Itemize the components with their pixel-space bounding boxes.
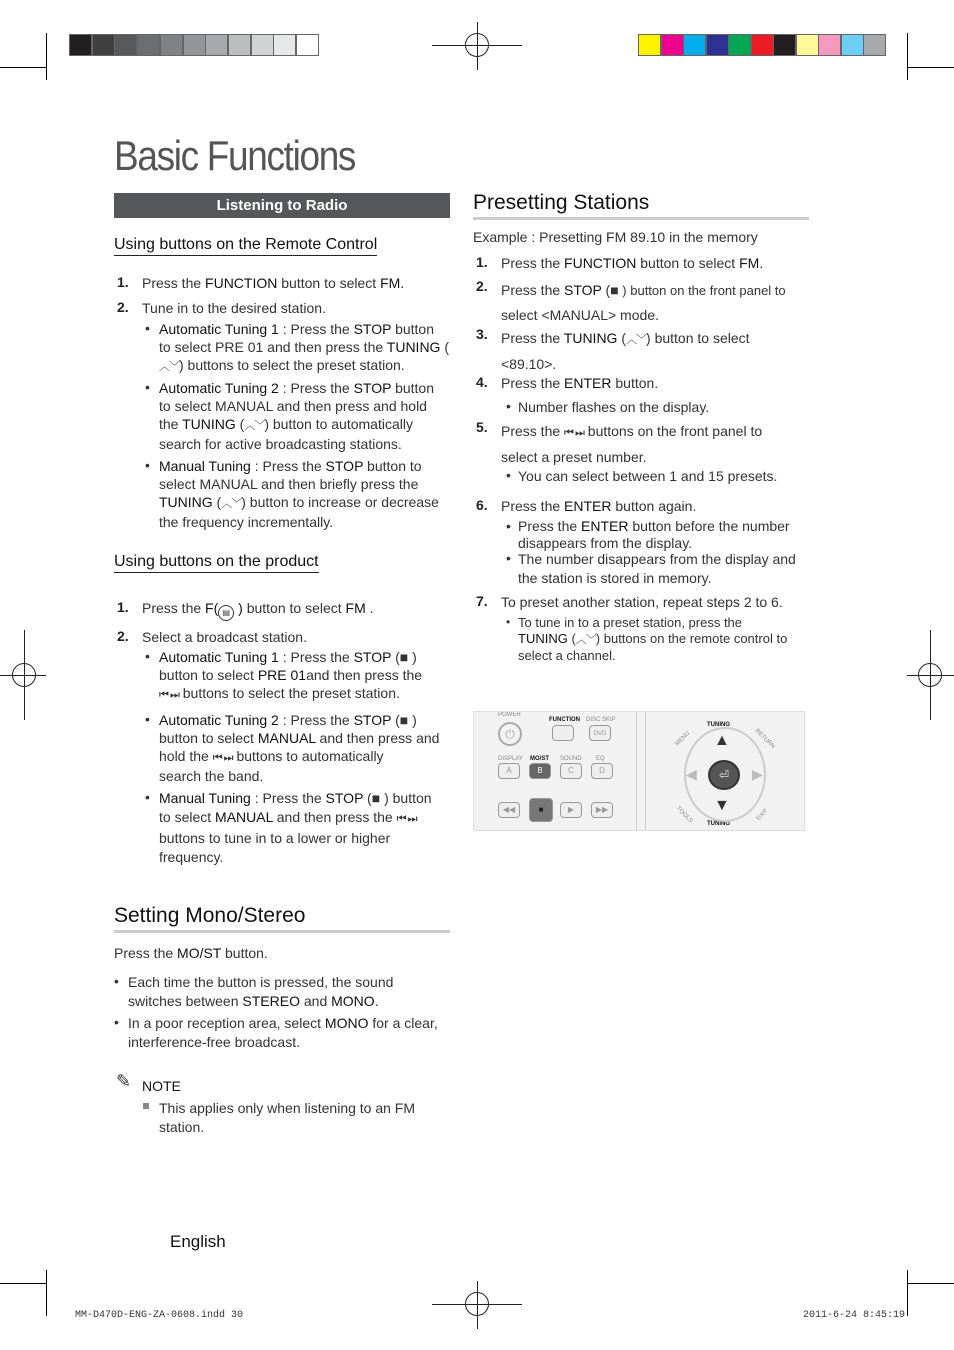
note-label: NOTE (142, 1078, 181, 1094)
bullet-dot: • (145, 457, 150, 473)
bullet-dot: • (145, 379, 150, 395)
function-button-icon: ▤ (218, 605, 234, 621)
color-swatch (863, 34, 886, 56)
down-arrow-icon: ▼ (714, 797, 730, 814)
gray-swatch (228, 34, 251, 56)
slug-file: MM-D470D-ENG-ZA-0608.indd 30 (75, 1310, 244, 1321)
section-tab-listening-to-radio: Listening to Radio (114, 193, 450, 218)
bullet-dot: • (506, 398, 511, 414)
bullet-dot: • (114, 973, 119, 989)
color-swatch (751, 34, 774, 56)
bullet-text: To tune in to a preset station, press the TUNING (︿﹀) buttons on the remote control to select a channel. (518, 615, 788, 663)
bullet-text: Press the ENTER button before the number disappears from the display. (518, 518, 790, 551)
power-button-icon: ⏻ (498, 722, 522, 746)
step-number: 2. (117, 299, 129, 315)
step-text: Press the TUNING (︿﹀) button to select <89.10>. (501, 330, 750, 372)
note-text: This applies only when listening to an FM station. (159, 1100, 416, 1135)
bullet-automatic-tuning-2: Automatic Tuning 2 : Press the STOP button to select MANUAL and then press and hold the TUNING (︿﹀) button to automatically search for active broadcasting stations. (159, 380, 435, 452)
color-swatch (638, 34, 661, 56)
bullet-text: You can select between 1 and 15 presets. (518, 468, 778, 484)
bullet-dot: • (506, 615, 511, 629)
enter-button-icon: ⏎ (708, 760, 740, 790)
step-number: 6. (476, 497, 488, 513)
left-arrow-icon: ◀ (686, 766, 697, 782)
color-swatch (841, 34, 864, 56)
heading-rule (114, 930, 450, 933)
step-number: 2. (476, 278, 488, 294)
pencil-icon: ✎ (116, 1071, 132, 1091)
color-swatch (661, 34, 684, 56)
step-text: Press the STOP (■ ) button on the front panel to select <MANUAL> mode. (501, 282, 786, 323)
bullet-dot: • (506, 518, 511, 534)
bullet-product-auto-tuning-1: Automatic Tuning 1 : Press the STOP (■ ) button to select PRE 01and then press the ⏮ ⏭ buttons to select the preset station. (159, 649, 423, 701)
gray-swatch (296, 34, 319, 56)
bullet-text: The number disappears from the display and the station is stored in memory. (518, 551, 796, 586)
color-swatch (728, 34, 751, 56)
step-number: 4. (476, 374, 488, 390)
mono-bullet-1: Each time the button is pressed, the sound switches between STEREO and MONO. (128, 974, 394, 1009)
note-square-bullet (143, 1103, 149, 1109)
step-text: Tune in to the desired station. (142, 300, 326, 316)
tuning-up-down-icon: ︿﹀ (159, 361, 179, 373)
bullet-dot: • (145, 648, 150, 664)
color-swatch (683, 34, 706, 56)
step-number: 5. (476, 419, 488, 435)
bullet-text: Number flashes on the display. (518, 399, 710, 415)
gray-swatch (69, 34, 92, 56)
gray-swatch (205, 34, 228, 56)
gray-swatch (137, 34, 160, 56)
step-number: 7. (476, 593, 488, 609)
gray-swatch (160, 34, 183, 56)
heading-rule (473, 217, 809, 220)
right-arrow-icon: ▶ (752, 766, 763, 782)
step-number: 2. (117, 628, 129, 644)
gray-swatch (92, 34, 115, 56)
step-number: 3. (476, 326, 488, 342)
mono-intro: Press the MO/ST button. (114, 945, 268, 961)
stop-icon: ■ (399, 712, 409, 728)
gray-swatch (183, 34, 206, 56)
bullet-dot: • (114, 1014, 119, 1030)
step-number: 1. (117, 599, 129, 615)
step-text: Press the FUNCTION button to select FM. (142, 275, 405, 291)
mono-stereo-heading: Setting Mono/Stereo (114, 904, 306, 927)
remote-control-heading: Using buttons on the Remote Control (114, 236, 377, 256)
tuning-up-down-icon: ︿﹀ (626, 334, 647, 346)
stop-icon: ■ (610, 282, 619, 298)
stop-icon: ■ (371, 790, 381, 806)
step-number: 1. (117, 274, 129, 290)
bullet-dot: • (506, 467, 511, 483)
step-text: Press the FUNCTION button to select FM. (501, 255, 764, 271)
bullet-dot: • (506, 550, 511, 566)
color-swatch (706, 34, 729, 56)
tuning-up-down-icon: ︿﹀ (221, 498, 242, 510)
color-swatch (773, 34, 796, 56)
step-text: Press the F( ▤ ) button to select FM . (142, 599, 374, 621)
step-text: Press the ENTER button. (501, 375, 659, 391)
bullet-automatic-tuning-1: Automatic Tuning 1 : Press the STOP button to select PRE 01 and then press the TUNING ( ︿﹀) buttons to select the preset station. (159, 321, 450, 373)
remote-control-image: POWER ⏻ FUNCTION DISC SKIP DVD DISPLAY MO/ST SOUND EQ A B C D ◀◀ ■ ▶ ▶▶ MENU RETURN TOOLS EXIT TUNING TUNING ▲ ▼ ◀ ▶ ⏎ (473, 711, 805, 831)
step-number: 1. (476, 254, 488, 270)
stop-icon: ■ (399, 649, 409, 665)
bullet-product-manual-tuning: Manual Tuning : Press the STOP (■ ) button to select MANUAL and then press the ⏮ ⏭ buttons to tune in to a lower or higher frequency. (159, 790, 432, 865)
gray-swatch (273, 34, 296, 56)
step-text: Select a broadcast station. (142, 629, 307, 645)
color-swatch (818, 34, 841, 56)
step-text: To preset another station, repeat steps 2 to 6. (501, 594, 783, 610)
skip-icon: ⏮ ⏭ (159, 689, 179, 701)
gray-swatch (251, 34, 274, 56)
page-title: Basic Functions (114, 132, 356, 179)
up-arrow-icon: ▲ (714, 732, 730, 749)
example-text: Example : Presetting FM 89.10 in the memory (473, 229, 758, 245)
tuning-up-down-icon: ︿﹀ (575, 634, 596, 646)
page-language: English (170, 1232, 226, 1251)
color-swatch (796, 34, 819, 56)
slug-date: 2011-6-24 8:45:19 (803, 1310, 906, 1321)
bullet-product-auto-tuning-2: Automatic Tuning 2 : Press the STOP (■ ) button to select MANUAL and then press and hold the ⏮ ⏭ buttons to automatically search the band. (159, 712, 440, 784)
skip-icon: ⏮ ⏭ (396, 813, 417, 825)
step-text: Press the ⏮ ⏭ buttons on the front panel to select a preset number. (501, 423, 763, 465)
skip-icon: ⏮ ⏭ (564, 427, 584, 439)
presetting-stations-heading: Presetting Stations (473, 191, 650, 214)
gray-swatch (114, 34, 137, 56)
bullet-manual-tuning: Manual Tuning : Press the STOP button to select MANUAL and then briefly press the TUNING (︿﹀) button to increase or decrease the frequency incrementally. (159, 458, 439, 530)
bullet-dot: • (145, 711, 150, 727)
tuning-up-down-icon: ︿﹀ (244, 420, 265, 432)
product-heading: Using buttons on the product (114, 553, 319, 573)
skip-icon: ⏮ ⏭ (212, 752, 233, 764)
bullet-dot: • (145, 789, 150, 805)
step-text: Press the ENTER button again. (501, 498, 697, 514)
bullet-dot: • (145, 320, 150, 336)
mono-bullet-2: In a poor reception area, select MONO for a clear, interference-free broadcast. (128, 1015, 438, 1050)
